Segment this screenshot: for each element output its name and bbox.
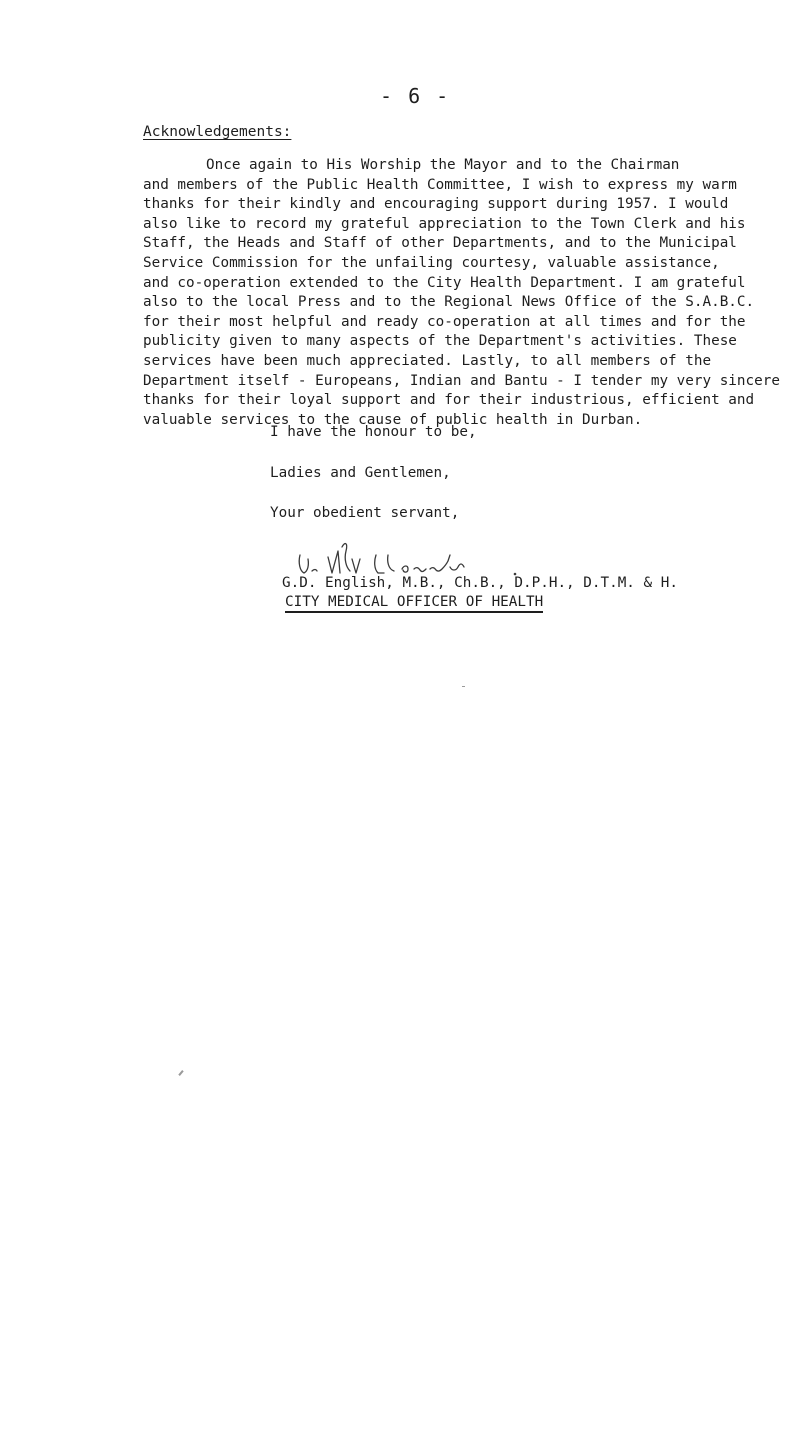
scan-speck (178, 1070, 183, 1076)
scan-speck (462, 686, 465, 687)
paragraph-line: for their most helpful and ready co-operation at all times and for the (143, 313, 746, 330)
section-heading: Acknowledgements: (143, 124, 292, 140)
paragraph-line: Staff, the Heads and Staff of other Departments, and to the Municipal (143, 235, 737, 252)
paragraph-line: Once again to His Worship the Mayor and to the Chairman (206, 157, 680, 173)
closing-line-salutation: Ladies and Gentlemen, (270, 465, 451, 481)
closing-line-honour: I have the honour to be, (270, 424, 477, 440)
acknowledgements-paragraph (143, 156, 793, 430)
paragraph-line: services have been much appreciated. Lastly, to all members of the (143, 352, 712, 369)
signatory-title: CITY MEDICAL OFFICER OF HEALTH (285, 593, 543, 613)
paragraph-line: publicity given to many aspects of the Department's activities. These (143, 333, 737, 350)
signatory-credentials: G.D. English, M.B., Ch.B., D.P.H., D.T.M. & H. (282, 575, 678, 591)
paragraph-line: thanks for their loyal support and for their industrious, efficient and (143, 392, 755, 409)
paragraph-line: also like to record my grateful appreciation to the Town Clerk and his (143, 215, 746, 232)
paragraph-line: Service Commission for the unfailing courtesy, valuable assistance, (143, 254, 720, 271)
paragraph-line: and co-operation extended to the City Health Department. I am grateful (143, 274, 746, 291)
page-number: - 6 - (380, 84, 451, 108)
paragraph-line: Department itself - Europeans, Indian and Bantu - I tender my very sincere (143, 372, 780, 389)
paragraph-line: valuable services to the cause of public health in Durban. (143, 411, 643, 428)
paragraph-line: and members of the Public Health Committee, I wish to express my warm (143, 176, 737, 193)
paragraph-line: thanks for their kindly and encouraging support during 1957. I would (143, 196, 729, 213)
closing-line-servant: Your obedient servant, (270, 505, 460, 521)
paragraph-line: also to the local Press and to the Regional News Office of the S.A.B.C. (143, 294, 755, 311)
